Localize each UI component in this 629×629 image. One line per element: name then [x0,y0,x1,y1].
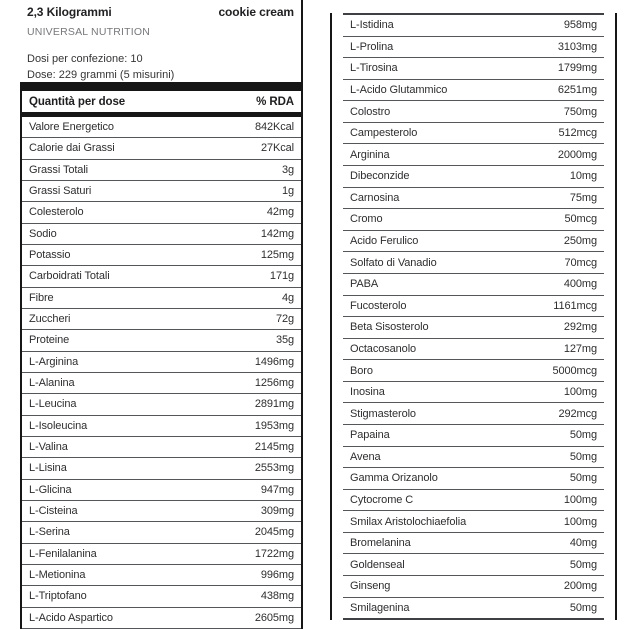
nutrient-name: Gamma Orizanolo [350,472,438,485]
nutrient-name: L-Triptofano [29,590,87,603]
nutrient-name: Cromo [350,213,383,226]
nutrient-row [343,123,604,145]
column-header-rda: % RDA [256,95,294,108]
nutrient-row [343,360,604,382]
nutrient-row [343,468,604,490]
nutrient-name: L-Istidina [350,19,394,32]
nutrient-value: 27Kcal [260,142,294,155]
nutrient-row [22,458,301,479]
nutrient-name: Acido Ferulico [350,235,419,248]
nutrient-value: 1g [281,185,294,198]
nutrient-value: 309mg [260,505,294,518]
left-nutrient-rows [22,117,301,629]
nutrient-name: Proteine [29,334,70,347]
nutrient-value: 512mcg [558,127,597,140]
nutrient-row [22,522,301,543]
nutrient-name: Carnosina [350,191,400,204]
nutrient-row [343,382,604,404]
nutrient-name: L-Cisteina [29,505,78,518]
nutrient-name: Stigmasterolo [350,407,416,420]
nutrient-value: 250mg [563,235,597,248]
nutrient-value: 171g [269,270,294,283]
right-nutrient-rows [343,13,604,620]
nutrient-name: Bromelanina [350,537,411,550]
nutrient-name: L-Metionina [29,569,86,582]
nutrient-row [343,576,604,598]
nutrient-value: 5000mcg [552,364,597,377]
nutrient-value: 292mcg [558,407,597,420]
nutrient-row [343,209,604,231]
nutrient-row [343,252,604,274]
nutrient-name: Octacosanolo [350,342,417,355]
nutrient-value: 1256mg [254,377,294,390]
column-header-quantity: Quantità per dose [29,95,126,108]
nutrient-name: L-Lisina [29,462,67,475]
label-header [20,0,301,82]
nutrient-value: 1496mg [254,355,294,368]
nutrient-row [22,394,301,415]
nutrient-row [22,160,301,181]
nutrient-value: 40mg [569,537,597,550]
nutrient-name: Beta Sisosterolo [350,321,429,334]
nutrient-row [22,416,301,437]
nutrient-value: 142mg [260,227,294,240]
nutrient-name: L-Valina [29,441,68,454]
nutrition-table-right [330,13,617,620]
nutrient-name: Campesterolo [350,127,418,140]
nutrient-name: Goldenseal [350,558,405,571]
nutrient-row [22,117,301,138]
column-header-row [22,91,301,112]
nutrient-name: Potassio [29,249,71,262]
nutrient-row [22,266,301,287]
nutrient-name: L-Acido Aspartico [29,611,113,624]
nutrient-name: Solfato di Vanadio [350,256,437,269]
nutrient-value: 947mg [260,483,294,496]
nutrient-value: 842Kcal [254,121,294,134]
nutrient-name: Smilax Aristolochiaefolia [350,515,467,528]
nutrient-name: Valore Energetico [29,121,114,134]
nutrient-value: 50mg [569,429,597,442]
nutrient-value: 2045mg [254,526,294,539]
nutrient-row [22,565,301,586]
nutrient-value: 42mg [266,206,294,219]
nutrient-value: 6251mg [557,84,597,97]
nutrient-row [343,296,604,318]
nutrient-name: L-Alanina [29,377,75,390]
product-title-row [27,5,294,19]
nutrient-name: Calorie dai Grassi [29,142,115,155]
nutrient-name: Carboidrati Totali [29,270,110,283]
nutrient-row [343,490,604,512]
nutrient-value: 438mg [260,590,294,603]
nutrient-row [22,288,301,309]
nutrient-row [343,144,604,166]
nutrient-row [22,608,301,629]
nutrient-value: 1161mcg [553,299,597,312]
nutrient-name: Avena [350,450,381,463]
nutrient-row [343,58,604,80]
nutrient-value: 2605mg [254,611,294,624]
nutrient-name: L-Leucina [29,398,77,411]
nutrient-name: Dibeconzide [350,170,410,183]
nutrient-row [343,231,604,253]
nutrient-value: 10mg [569,170,597,183]
nutrient-name: L-Arginina [29,355,79,368]
nutrient-row [343,80,604,102]
nutrient-row [343,15,604,37]
nutrient-row [343,554,604,576]
nutrient-row [343,317,604,339]
nutrient-value: 70mcg [564,256,597,269]
divider-bar-thick [22,82,301,91]
nutrient-row [22,245,301,266]
nutrient-value: 3103mg [557,40,597,53]
nutrient-name: Zuccheri [29,313,71,326]
nutrient-row [22,480,301,501]
nutrient-name: L-Prolina [350,40,394,53]
nutrient-value: 292mg [563,321,597,334]
nutrient-name: Ginseng [350,580,391,593]
nutrient-value: 2553mg [254,462,294,475]
nutrient-row [22,138,301,159]
nutrient-row [22,202,301,223]
nutrient-row [22,309,301,330]
nutrition-table-left [20,0,303,629]
nutrient-name: Colesterolo [29,206,84,219]
nutrient-name: Boro [350,364,373,377]
nutrient-row [343,598,604,621]
nutrient-value: 127mg [563,342,597,355]
nutrient-value: 100mg [563,494,597,506]
nutrient-name: Grassi Totali [29,163,89,176]
nutrient-value: 1799mg [557,62,597,75]
nutrient-row [22,352,301,373]
nutrient-row [343,533,604,555]
nutrient-name: L-Serina [29,526,70,539]
nutrient-row [22,586,301,607]
nutrient-value: 4g [281,291,294,304]
nutrient-name: Papaina [350,429,390,442]
serving-size: Dose: 229 grammi (5 misurini) [27,69,175,81]
nutrient-value: 1722mg [254,547,294,560]
nutrient-value: 2891mg [254,398,294,411]
nutrient-value: 2145mg [254,441,294,454]
nutrient-row [22,437,301,458]
nutrient-name: Fibre [29,291,54,304]
nutrient-value: 200mg [563,580,597,593]
nutrient-row [343,166,604,188]
nutrient-value: 125mg [260,249,294,262]
servings-per-container: Dosi per confezione: 10 [27,53,143,65]
nutrient-value: 35g [275,334,294,347]
nutrient-row [22,373,301,394]
nutrient-value: 50mg [569,558,597,571]
nutrient-row [343,188,604,210]
nutrient-name: Inosina [350,386,385,399]
nutrient-name: Sodio [29,227,57,240]
nutrient-name: L-Isoleucina [29,419,88,432]
nutrient-name: PABA [350,278,379,291]
nutrient-value: 50mg [569,450,597,463]
nutrient-value: 958mg [563,19,597,32]
nutrient-value: 75mg [569,191,597,204]
nutrient-name: L-Fenilalanina [29,547,97,560]
nutrient-name: L-Acido Glutammico [350,84,448,97]
nutrient-row [22,330,301,351]
nutrient-value: 50mcg [564,213,597,226]
nutrient-name: Fucosterolo [350,299,407,312]
nutrient-row [22,224,301,245]
nutrient-value: 1953mg [254,419,294,432]
nutrient-value: 100mg [563,515,597,528]
nutrient-name: Smilagenina [350,601,410,614]
nutrient-value: 2000mg [557,148,597,161]
nutrient-row [343,403,604,425]
nutrient-value: 400mg [563,278,597,291]
nutrient-row [343,37,604,59]
product-flavor: cookie cream [218,5,294,19]
nutrient-value: 996mg [260,569,294,582]
nutrient-name: Cytocrome C [350,494,414,506]
nutrient-name: Grassi Saturi [29,185,92,198]
nutrient-row [343,274,604,296]
nutrient-name: Colostro [350,105,391,118]
nutrient-name: L-Tirosina [350,62,398,75]
left-table-body [20,82,301,629]
nutrient-row [22,181,301,202]
nutrient-row [22,501,301,522]
product-weight: 2,3 Kilogrammi [27,5,112,19]
nutrient-name: L-Glicina [29,483,72,496]
nutrient-value: 750mg [563,105,597,118]
nutrient-value: 50mg [569,472,597,485]
nutrient-value: 50mg [569,601,597,614]
nutrient-row [22,544,301,565]
nutrient-value: 72g [275,313,294,326]
nutrient-row [343,447,604,469]
nutrient-row [343,101,604,123]
nutrient-value: 100mg [563,386,597,399]
nutrient-name: Arginina [350,148,390,161]
nutrient-row [343,339,604,361]
nutrient-row [343,511,604,533]
brand-name: UNIVERSAL NUTRITION [27,26,151,38]
nutrient-row [343,425,604,447]
nutrient-value: 3g [281,163,294,176]
